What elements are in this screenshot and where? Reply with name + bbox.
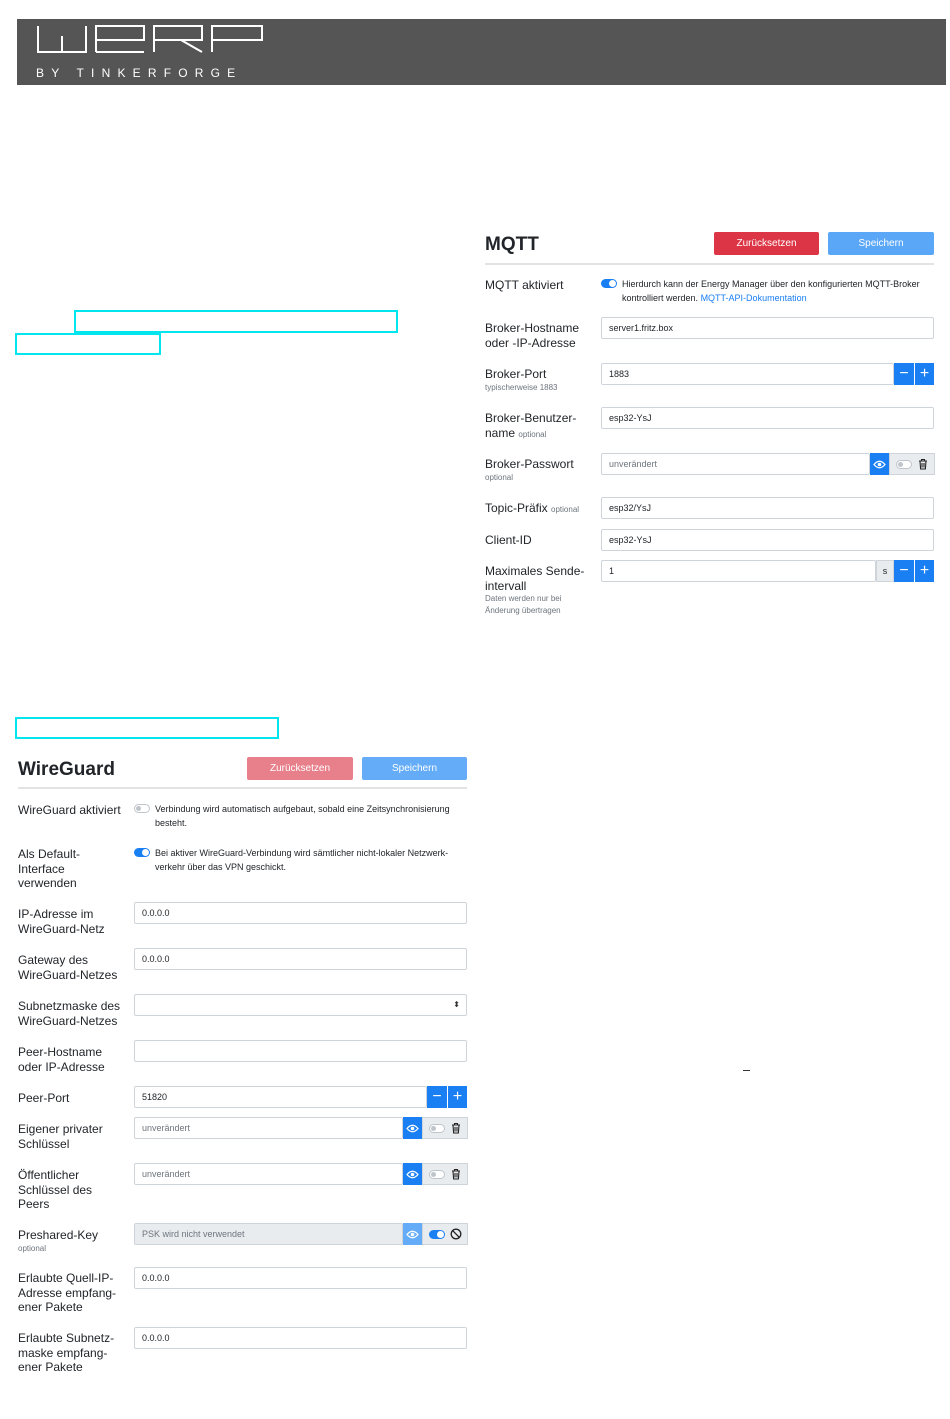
broker-host-label — [485, 321, 590, 350]
client-id-input[interactable]: esp32-YsJ — [601, 529, 934, 551]
preshared-key-clear-group — [422, 1223, 468, 1245]
peer-public-key-clear-group — [422, 1163, 468, 1185]
send-interval-label-text: Maximales Sende-intervall — [485, 564, 585, 593]
broker-port-increment-button[interactable]: + — [914, 363, 934, 385]
eye-icon — [873, 460, 886, 469]
show-preshared-key-button[interactable] — [403, 1223, 422, 1245]
private-key-label: Eigener privater Schlüssel — [18, 1122, 103, 1151]
topic-prefix-input[interactable]: esp32/YsJ — [601, 497, 934, 519]
topic-prefix-label — [485, 501, 579, 518]
topic-prefix-label-text: Topic-Präfix — [485, 501, 548, 515]
default-interface-label: Als Default-Interface verwenden — [18, 847, 81, 890]
broker-password-label-text: Broker-Passwort — [485, 457, 574, 471]
send-interval-label — [485, 564, 590, 617]
topic-prefix-hint: optional — [551, 505, 580, 514]
mqtt-enabled-label: MQTT aktiviert — [485, 278, 564, 292]
show-private-key-button[interactable] — [403, 1117, 422, 1139]
default-interface-description: Bei aktiver WireGuard-Verbindung wird sämtlicher nicht-lokaler Netzwerk-verkehr über das VPN geschickt. — [155, 848, 449, 872]
broker-password-label — [485, 457, 574, 484]
peer-port-decrement-button[interactable]: − — [427, 1086, 447, 1108]
mqtt-enabled-switch[interactable] — [601, 279, 617, 288]
logo-subtitle: BY TINKERFORGE — [36, 66, 243, 80]
divider — [485, 263, 934, 265]
trash-icon[interactable] — [451, 1122, 461, 1134]
mqtt-api-doc-link[interactable]: MQTT-API-Dokumentation — [700, 293, 807, 303]
clear-password-switch[interactable] — [896, 460, 912, 469]
clear-preshared-key-switch[interactable] — [429, 1230, 445, 1239]
clear-peer-public-key-switch[interactable] — [429, 1170, 445, 1179]
default-interface-switch[interactable] — [134, 848, 150, 857]
peer-port-label: Peer-Port — [18, 1091, 70, 1105]
mqtt-enabled-text: Hierdurch kann der Energy Manager über den konfigurierten MQTT-Broker kontrolliert werden. — [622, 279, 920, 303]
eye-icon — [406, 1230, 419, 1239]
broker-user-label — [485, 411, 590, 442]
eye-icon — [406, 1170, 419, 1179]
select-arrows-icon: ⬍ — [453, 1000, 460, 1009]
show-peer-public-key-button[interactable] — [403, 1163, 422, 1185]
wg-ip-input[interactable]: 0.0.0.0 — [134, 902, 467, 924]
wireguard-enabled-description: Verbindung wird automatisch aufgebaut, sobald eine Zeitsynchronisierung besteht. — [155, 804, 450, 828]
broker-user-label-text: Broker-Benutzer-name — [485, 411, 577, 440]
allowed-source-ip-input[interactable]: 0.0.0.0 — [134, 1267, 467, 1289]
warp-logo — [36, 24, 264, 54]
preshared-key-label-text: Preshared-Key — [18, 1228, 99, 1242]
app-header — [17, 19, 946, 85]
send-interval-increment-button[interactable]: + — [914, 560, 934, 582]
allowed-source-ip-label: Erlaubte Quell-IP-Adresse empfang-ener Pakete — [18, 1271, 117, 1314]
wg-gateway-input[interactable]: 0.0.0.0 — [134, 948, 467, 970]
preshared-key-input[interactable]: PSK wird nicht verwendet — [134, 1223, 403, 1245]
broker-host-label-text: Broker-Hostname oder -IP-Adresse — [485, 321, 580, 350]
trash-icon[interactable] — [451, 1168, 461, 1180]
clear-private-key-switch[interactable] — [429, 1124, 445, 1133]
wg-ip-label: IP-Adresse im WireGuard-Netz — [18, 907, 105, 936]
broker-host-input[interactable]: server1.fritz.box — [601, 317, 934, 339]
ban-icon[interactable] — [450, 1228, 462, 1240]
mqtt-enabled-description — [622, 277, 934, 305]
send-interval-hint: Daten werden nur bei Änderung übertragen — [485, 594, 562, 615]
trash-icon[interactable] — [918, 458, 928, 470]
peer-public-key-label: Öffentlicher Schlüssel des Peers — [18, 1168, 93, 1211]
private-key-input[interactable]: unverändert — [134, 1117, 403, 1139]
eye-icon — [406, 1124, 419, 1133]
highlight-box — [74, 310, 398, 333]
show-password-button[interactable] — [870, 453, 889, 475]
peer-port-input[interactable]: 51820 — [134, 1086, 427, 1108]
broker-user-hint: optional — [518, 429, 547, 439]
wg-gateway-label: Gateway des WireGuard-Netzes — [18, 953, 118, 982]
peer-public-key-input[interactable]: unverändert — [134, 1163, 403, 1185]
mqtt-reset-button[interactable]: Zurücksetzen — [714, 232, 819, 255]
wg-subnet-label: Subnetzmaske des WireGuard-Netzes — [18, 999, 121, 1028]
broker-port-hint: typischerweise 1883 — [485, 382, 558, 392]
wireguard-save-button[interactable]: Speichern — [362, 757, 467, 780]
wg-subnet-select[interactable] — [134, 994, 467, 1016]
broker-password-input[interactable]: unverändert — [601, 453, 870, 475]
client-id-label: Client-ID — [485, 533, 532, 547]
highlight-box — [15, 717, 279, 739]
private-key-clear-group — [422, 1117, 468, 1139]
broker-user-input[interactable]: esp32-YsJ — [601, 407, 934, 429]
broker-password-clear-group — [889, 453, 935, 475]
highlight-box — [15, 333, 161, 355]
broker-port-label-text: Broker-Port — [485, 367, 547, 381]
broker-port-decrement-button[interactable]: − — [894, 363, 914, 385]
peer-host-label: Peer-Hostname oder IP-Adresse — [18, 1045, 105, 1074]
send-interval-input[interactable]: 1 — [601, 560, 876, 582]
stray-mark — [743, 1070, 750, 1071]
mqtt-save-button[interactable]: Speichern — [828, 232, 934, 255]
send-interval-decrement-button[interactable]: − — [894, 560, 914, 582]
broker-port-label — [485, 367, 557, 394]
preshared-key-label — [18, 1228, 98, 1255]
wireguard-title: WireGuard — [18, 759, 115, 780]
allowed-subnet-input[interactable]: 0.0.0.0 — [134, 1327, 467, 1349]
preshared-key-hint: optional — [18, 1243, 47, 1253]
wireguard-enabled-label: WireGuard aktiviert — [18, 803, 121, 817]
wireguard-enabled-switch[interactable] — [134, 804, 150, 813]
broker-password-hint: optional — [485, 472, 514, 482]
wireguard-reset-button[interactable]: Zurücksetzen — [247, 757, 353, 780]
allowed-subnet-label: Erlaubte Subnetz-maske empfang-ener Pakete — [18, 1331, 115, 1374]
mqtt-title: MQTT — [485, 234, 539, 255]
broker-port-input[interactable]: 1883 — [601, 363, 894, 385]
peer-host-input[interactable] — [134, 1040, 467, 1062]
divider — [18, 787, 467, 789]
peer-port-increment-button[interactable]: + — [447, 1086, 467, 1108]
send-interval-unit: s — [876, 560, 894, 582]
